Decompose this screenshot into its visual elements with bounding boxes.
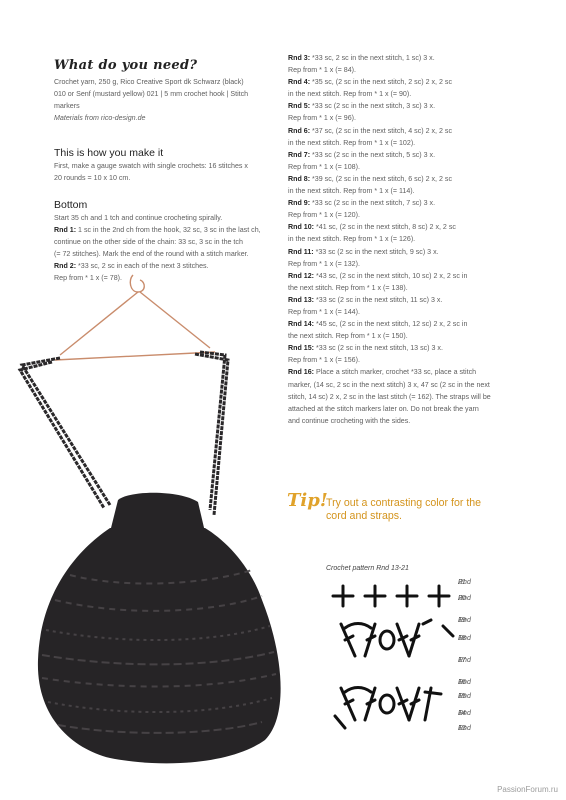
instr-line: Rnd 12: *43 sc, (2 sc in the next stitch, 10 sc) 2 x, 2 sc in xyxy=(288,271,468,280)
pattern-caption: Crochet pattern Rnd 13-21 xyxy=(326,565,409,572)
bottom-line: Start 35 ch and 1 tch and continue crocheting spirally. xyxy=(54,214,223,222)
instr-line: Rep from * 1 x (= 96). xyxy=(288,114,357,123)
instr-line: Rnd 10: *41 sc, (2 sc in the next stitch, 8 sc) 2 x, 2 sc xyxy=(288,223,456,232)
hanger-illustration xyxy=(55,275,215,360)
needs-line: markers xyxy=(54,102,80,111)
instr-line: in the next stitch. Rep from * 1 x (= 126). xyxy=(288,235,416,244)
instr-line: Rnd 13: *33 sc (2 sc in the next stitch, 11 sc) 3 x. xyxy=(288,295,443,304)
instr-line: Rep from * 1 x (= 108). xyxy=(288,162,360,171)
right-instructions xyxy=(288,52,513,427)
backpack-photo xyxy=(0,270,290,780)
instr-line: Rnd 15: *33 sc (2 sc in the next stitch, 13 sc) 3 x. xyxy=(288,344,443,353)
instr-line: and continue crocheting with the sides. xyxy=(288,416,411,425)
instr-line: attached at the stitch markers later on. Do not break the yarn xyxy=(288,404,479,413)
instr-line: Rnd 14: *45 sc, (2 sc in the next stitch, 12 sc) 2 x, 2 sc in xyxy=(288,320,468,329)
strap-illustration xyxy=(20,352,228,515)
instr-line: Rnd 9: *33 sc (2 sc in the next stitch, 7 sc) 3 x. xyxy=(288,199,436,208)
bottom-line: Rep from * 1 x (= 78). xyxy=(54,274,123,283)
instr-line: Rnd 8: *39 sc, (2 sc in the next stitch, 6 sc) 2 x, 2 sc xyxy=(288,174,453,183)
needs-line: 010 or Senf (mustard yellow) 021 | 5 mm crochet hook | Stitch xyxy=(54,90,249,99)
tip-label: Tip! xyxy=(287,490,328,511)
needs-line: Crochet yarn, 250 g, Rico Creative Sport dk Schwarz (black) xyxy=(54,78,244,86)
crochet-pattern-diagram xyxy=(325,578,460,738)
tip-text xyxy=(326,497,526,523)
instr-line: Rnd 5: *33 sc (2 sc in the next stitch, 3 sc) 3 x. xyxy=(288,102,436,111)
instr-line: Rep from * 1 x (= 144). xyxy=(288,307,360,316)
howto-line: First, make a gauge swatch with single crochets: 16 stitches x xyxy=(54,162,248,170)
instr-line: stitch, 14 sc) 2 x, 2 sc in the last stitch (= 162). The straps will be xyxy=(288,392,491,401)
tip-line: cord and straps. xyxy=(326,510,402,522)
instr-line: Rnd 7: *33 sc (2 sc in the next stitch, 5 sc) 3 x. xyxy=(288,150,436,159)
needs-text xyxy=(54,76,274,124)
instr-line: in the next stitch. Rep from * 1 x (= 90). xyxy=(288,90,412,99)
instr-line: Rnd 16: Place a stitch marker, crochet *33 sc, place a stitch xyxy=(288,368,477,377)
instr-line: Rep from * 1 x (= 156). xyxy=(288,356,360,365)
instr-line: Rnd 6: *37 sc, (2 sc in the next stitch, 4 sc) 2 x, 2 sc xyxy=(288,126,453,135)
instr-line: Rnd 3: *33 sc, 2 sc in the next stitch, 1 sc) 3 x. xyxy=(288,54,435,62)
bottom-line: Rnd 2: *33 sc, 2 sc in each of the next 3 stitches. xyxy=(54,262,209,271)
bottom-line: (= 72 stitches). Mark the end of the round with a stitch marker. xyxy=(54,250,249,259)
instr-line: Rnd 11: *33 sc (2 sc in the next stitch, 9 sc) 3 x. xyxy=(288,247,439,256)
dc-symbol-group-lower xyxy=(335,688,441,729)
instr-line: marker, (14 sc, 2 sc in the next stitch) 3 x, 47 sc (2 sc in the next xyxy=(288,380,490,389)
watermark: PassionForum.ru xyxy=(497,785,558,794)
instr-line: the next stitch. Rep from * 1 x (= 150). xyxy=(288,332,408,341)
instr-line: in the next stitch. Rep from * 1 x (= 114). xyxy=(288,187,415,196)
tip-line: Try out a contrasting color for the xyxy=(326,497,482,509)
bottom-heading: Bottom xyxy=(54,199,88,211)
howto-line: 20 rounds = 10 x 10 cm. xyxy=(54,174,131,183)
instr-line: in the next stitch. Rep from * 1 x (= 102). xyxy=(288,138,416,147)
instr-line: Rep from * 1 x (= 120). xyxy=(288,211,360,220)
dc-symbol-group-upper xyxy=(341,620,453,656)
bottom-line: continue on the other side of the chain: 33 sc, 3 sc in the tch xyxy=(54,238,243,247)
needs-title: What do you need? xyxy=(54,58,198,73)
instr-line: Rep from * 1 x (= 132). xyxy=(288,259,360,268)
instr-line: Rep from * 1 x (= 84). xyxy=(288,66,357,75)
bottom-line: Rnd 1: 1 sc in the 2nd ch from the hook, 32 sc, 3 sc in the last ch, xyxy=(54,226,261,235)
howto-text xyxy=(54,160,284,184)
sc-symbol-row xyxy=(333,586,449,606)
instr-line: the next stitch. Rep from * 1 x (= 138). xyxy=(288,283,408,292)
instr-line: Rnd 4: *35 sc, (2 sc in the next stitch, 2 sc) 2 x, 2 sc xyxy=(288,78,453,87)
bag-top xyxy=(110,493,205,532)
materials-note: Materials from rico-design.de xyxy=(54,114,146,123)
howto-heading: This is how you make it xyxy=(54,147,164,159)
